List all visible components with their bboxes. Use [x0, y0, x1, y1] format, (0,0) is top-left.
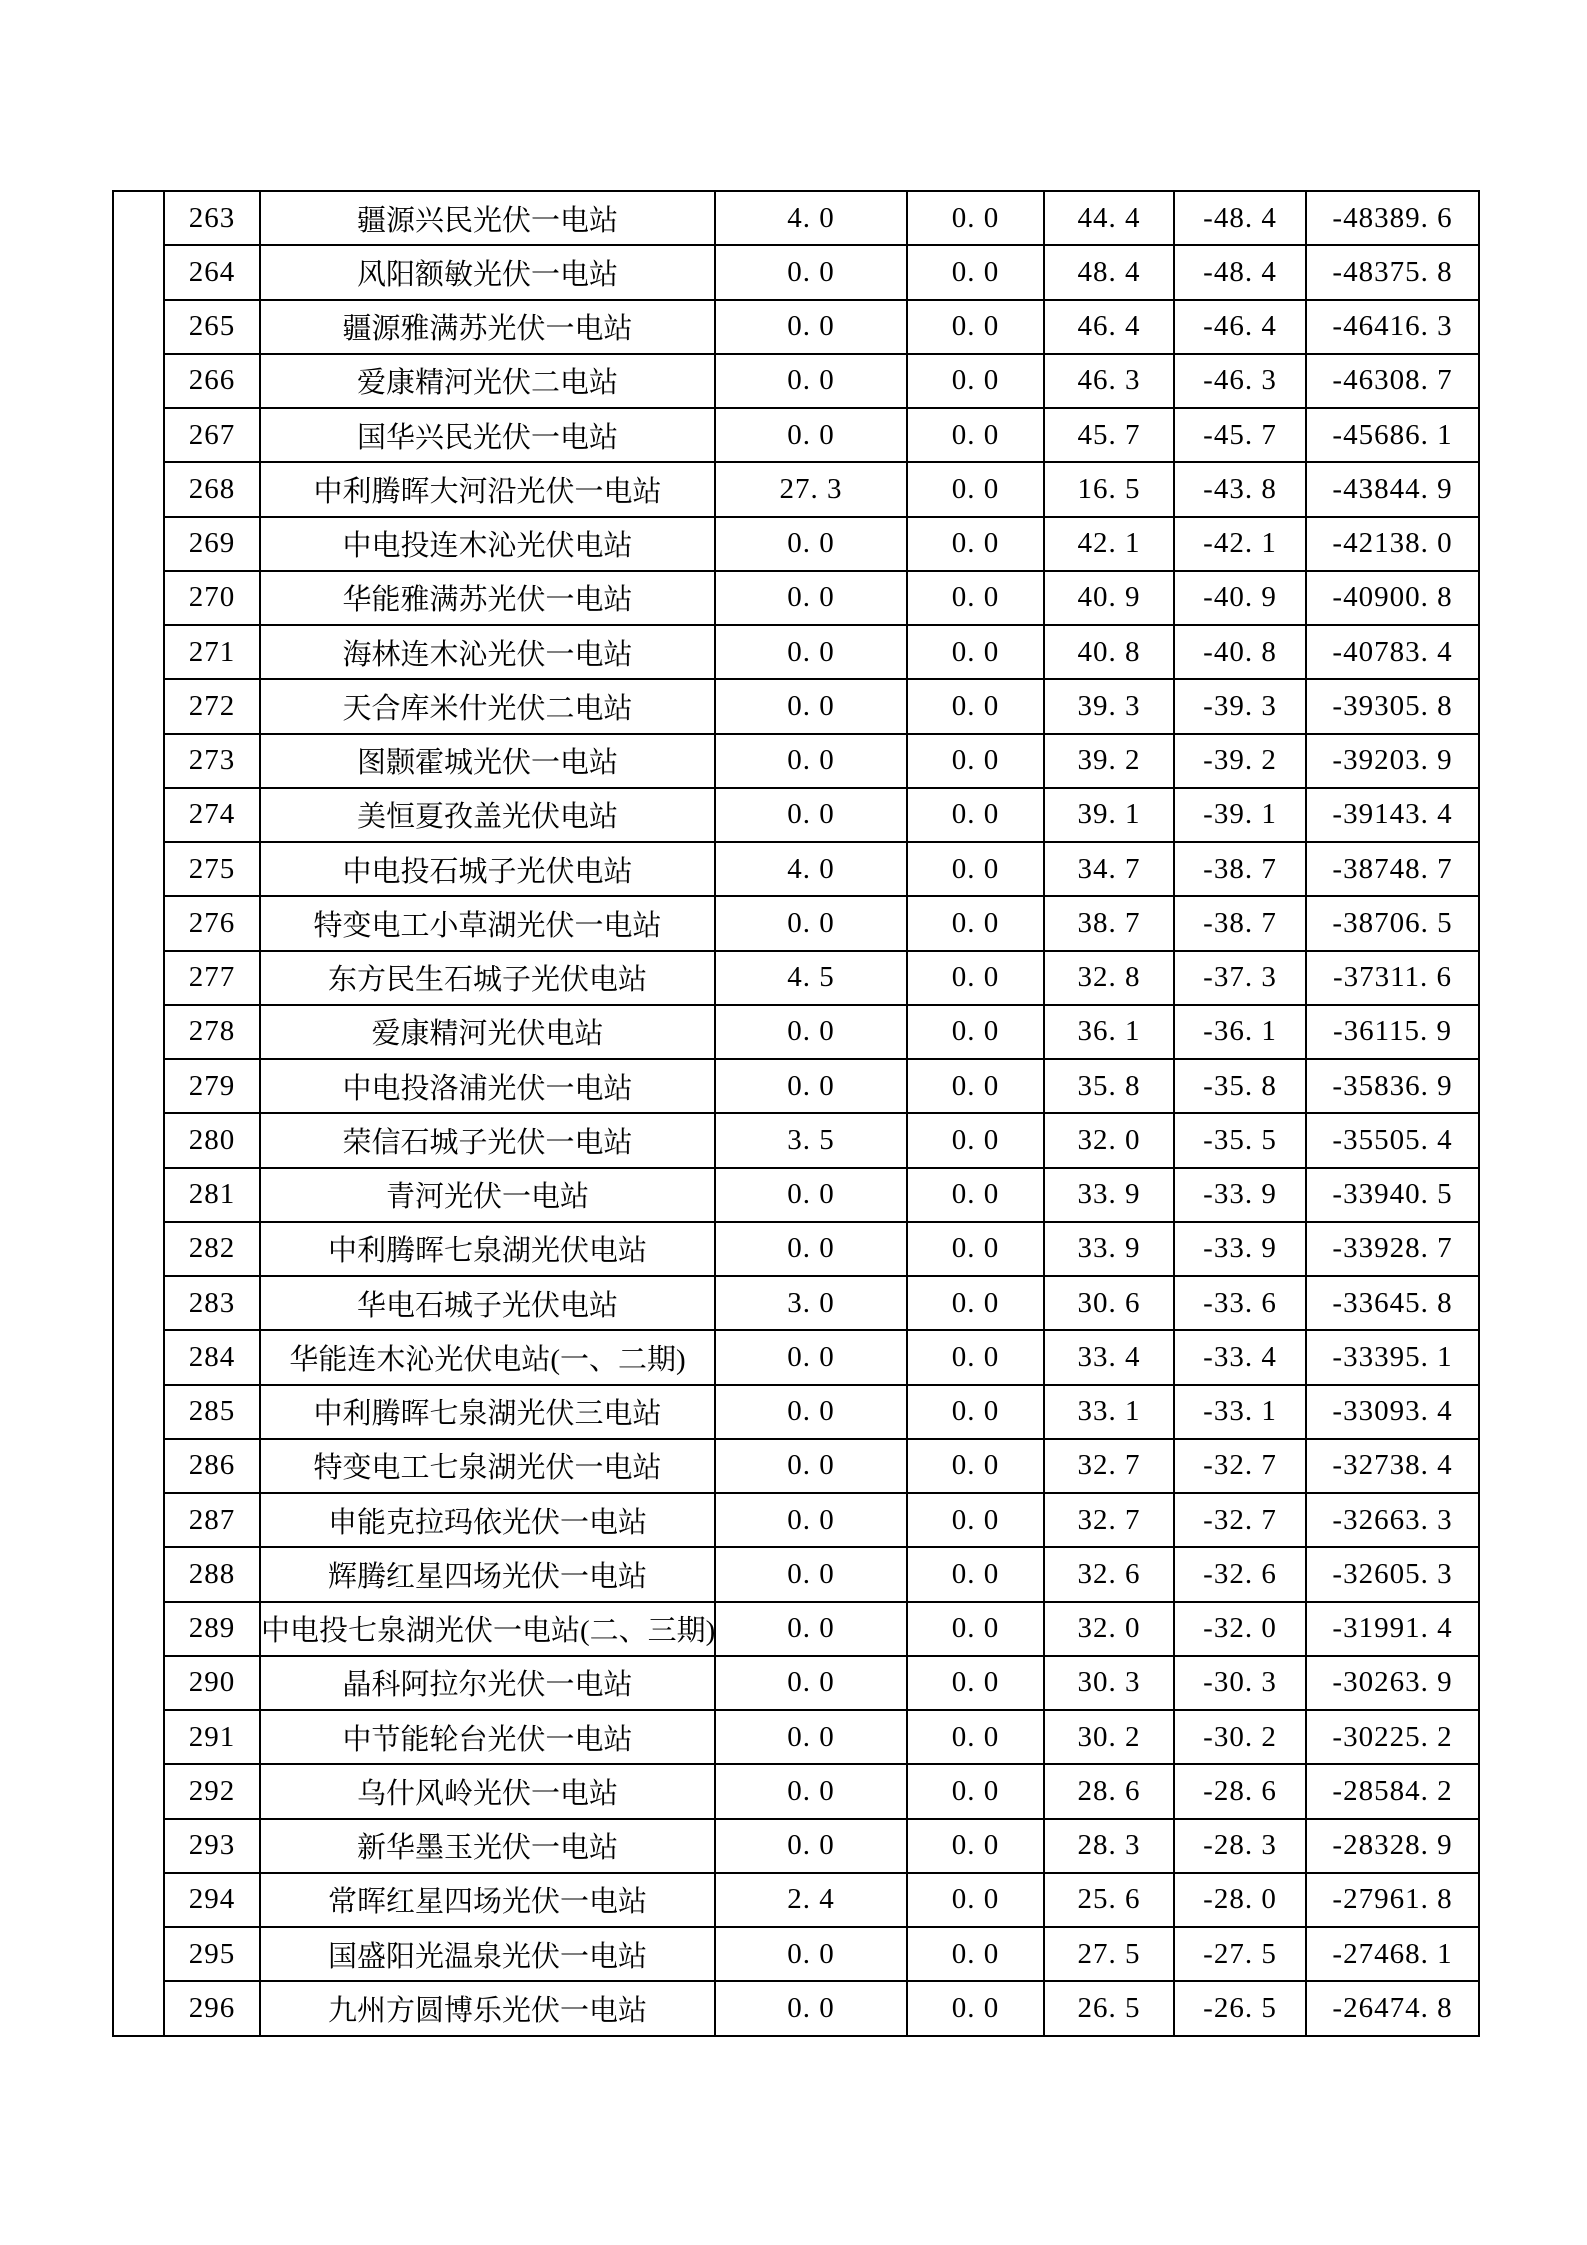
value-col-3: 16. 5 — [1044, 462, 1174, 516]
value-col-2: 0. 0 — [907, 354, 1044, 408]
value-col-1: 0. 0 — [715, 517, 907, 571]
value-col-4: -33. 9 — [1174, 1168, 1306, 1222]
value-col-2: 0. 0 — [907, 300, 1044, 354]
value-col-3: 33. 9 — [1044, 1222, 1174, 1276]
value-col-4: -32. 7 — [1174, 1439, 1306, 1493]
value-col-4: -32. 7 — [1174, 1493, 1306, 1547]
value-col-1: 0. 0 — [715, 1819, 907, 1873]
value-col-1: 0. 0 — [715, 1602, 907, 1656]
value-col-4: -46. 3 — [1174, 354, 1306, 408]
value-col-2: 0. 0 — [907, 571, 1044, 625]
value-col-3: 25. 6 — [1044, 1873, 1174, 1927]
row-number: 295 — [164, 1927, 260, 1981]
row-number: 281 — [164, 1168, 260, 1222]
value-col-2: 0. 0 — [907, 1602, 1044, 1656]
value-col-3: 40. 9 — [1044, 571, 1174, 625]
value-col-2: 0. 0 — [907, 1981, 1044, 2035]
value-col-1: 4. 0 — [715, 191, 907, 245]
table-row — [113, 842, 1479, 896]
value-col-5: -33093. 4 — [1306, 1385, 1479, 1439]
value-col-5: -39305. 8 — [1306, 679, 1479, 733]
station-name: 辉腾红星四场光伏一电站 — [260, 1547, 715, 1601]
value-col-4: -28. 6 — [1174, 1764, 1306, 1818]
value-col-5: -48375. 8 — [1306, 245, 1479, 299]
row-number: 293 — [164, 1819, 260, 1873]
table-row — [113, 734, 1479, 788]
value-col-5: -27961. 8 — [1306, 1873, 1479, 1927]
table-row — [113, 1819, 1479, 1873]
value-col-2: 0. 0 — [907, 1656, 1044, 1710]
value-col-4: -33. 1 — [1174, 1385, 1306, 1439]
value-col-5: -37311. 6 — [1306, 951, 1479, 1005]
value-col-2: 0. 0 — [907, 951, 1044, 1005]
value-col-5: -33928. 7 — [1306, 1222, 1479, 1276]
value-col-1: 0. 0 — [715, 1222, 907, 1276]
value-col-5: -28584. 2 — [1306, 1764, 1479, 1818]
value-col-4: -38. 7 — [1174, 842, 1306, 896]
table-row — [113, 788, 1479, 842]
value-col-4: -42. 1 — [1174, 517, 1306, 571]
value-col-3: 32. 7 — [1044, 1493, 1174, 1547]
table-row — [113, 245, 1479, 299]
value-col-2: 0. 0 — [907, 1168, 1044, 1222]
value-col-2: 0. 0 — [907, 1873, 1044, 1927]
station-name: 荣信石城子光伏一电站 — [260, 1113, 715, 1167]
station-name: 常晖红星四场光伏一电站 — [260, 1873, 715, 1927]
table-row — [113, 1222, 1479, 1276]
value-col-1: 0. 0 — [715, 1656, 907, 1710]
station-name: 中电投七泉湖光伏一电站(二、三期) — [260, 1602, 715, 1656]
row-number: 274 — [164, 788, 260, 842]
table-row — [113, 1493, 1479, 1547]
value-col-4: -27. 5 — [1174, 1927, 1306, 1981]
value-col-2: 0. 0 — [907, 679, 1044, 733]
station-name: 华能连木沁光伏电站(一、二期) — [260, 1330, 715, 1384]
value-col-5: -32663. 3 — [1306, 1493, 1479, 1547]
station-name: 中利腾晖七泉湖光伏电站 — [260, 1222, 715, 1276]
station-name: 东方民生石城子光伏电站 — [260, 951, 715, 1005]
value-col-2: 0. 0 — [907, 842, 1044, 896]
table-row — [113, 679, 1479, 733]
value-col-5: -32738. 4 — [1306, 1439, 1479, 1493]
value-col-3: 40. 8 — [1044, 625, 1174, 679]
table-row — [113, 191, 1479, 245]
value-col-5: -43844. 9 — [1306, 462, 1479, 516]
value-col-5: -36115. 9 — [1306, 1005, 1479, 1059]
value-col-4: -33. 9 — [1174, 1222, 1306, 1276]
value-col-1: 0. 0 — [715, 1493, 907, 1547]
value-col-5: -28328. 9 — [1306, 1819, 1479, 1873]
value-col-2: 0. 0 — [907, 896, 1044, 950]
value-col-1: 0. 0 — [715, 788, 907, 842]
table-row — [113, 1873, 1479, 1927]
table-row — [113, 1547, 1479, 1601]
value-col-5: -27468. 1 — [1306, 1927, 1479, 1981]
value-col-5: -42138. 0 — [1306, 517, 1479, 571]
station-name: 国华兴民光伏一电站 — [260, 408, 715, 462]
value-col-4: -48. 4 — [1174, 191, 1306, 245]
table-row — [113, 625, 1479, 679]
table-row — [113, 1602, 1479, 1656]
row-number: 292 — [164, 1764, 260, 1818]
value-col-5: -45686. 1 — [1306, 408, 1479, 462]
row-number: 272 — [164, 679, 260, 733]
station-name: 特变电工七泉湖光伏一电站 — [260, 1439, 715, 1493]
value-col-2: 0. 0 — [907, 1385, 1044, 1439]
table-row — [113, 408, 1479, 462]
table-row — [113, 517, 1479, 571]
value-col-4: -43. 8 — [1174, 462, 1306, 516]
station-name: 申能克拉玛依光伏一电站 — [260, 1493, 715, 1547]
value-col-1: 0. 0 — [715, 1439, 907, 1493]
value-col-1: 27. 3 — [715, 462, 907, 516]
station-name: 九州方圆博乐光伏一电站 — [260, 1981, 715, 2035]
value-col-2: 0. 0 — [907, 1493, 1044, 1547]
row-number: 289 — [164, 1602, 260, 1656]
value-col-3: 46. 4 — [1044, 300, 1174, 354]
table-row — [113, 1764, 1479, 1818]
value-col-3: 32. 0 — [1044, 1602, 1174, 1656]
table-row — [113, 1330, 1479, 1384]
station-name: 华电石城子光伏电站 — [260, 1276, 715, 1330]
table-row — [113, 1276, 1479, 1330]
station-name: 疆源兴民光伏一电站 — [260, 191, 715, 245]
row-number: 283 — [164, 1276, 260, 1330]
row-number: 287 — [164, 1493, 260, 1547]
table-row — [113, 1168, 1479, 1222]
value-col-3: 26. 5 — [1044, 1981, 1174, 2035]
value-col-1: 0. 0 — [715, 245, 907, 299]
station-name: 爱康精河光伏二电站 — [260, 354, 715, 408]
value-col-2: 0. 0 — [907, 191, 1044, 245]
table-row — [113, 300, 1479, 354]
value-col-4: -38. 7 — [1174, 896, 1306, 950]
value-col-2: 0. 0 — [907, 1547, 1044, 1601]
value-col-4: -45. 7 — [1174, 408, 1306, 462]
table-body — [113, 191, 1479, 2036]
value-col-4: -40. 9 — [1174, 571, 1306, 625]
station-name: 特变电工小草湖光伏一电站 — [260, 896, 715, 950]
station-name: 中电投连木沁光伏电站 — [260, 517, 715, 571]
station-name: 晶科阿拉尔光伏一电站 — [260, 1656, 715, 1710]
station-name: 图颢霍城光伏一电站 — [260, 734, 715, 788]
value-col-4: -28. 3 — [1174, 1819, 1306, 1873]
value-col-1: 2. 4 — [715, 1873, 907, 1927]
station-name: 中电投石城子光伏电站 — [260, 842, 715, 896]
value-col-4: -33. 4 — [1174, 1330, 1306, 1384]
value-col-1: 0. 0 — [715, 679, 907, 733]
table-row — [113, 354, 1479, 408]
value-col-2: 0. 0 — [907, 788, 1044, 842]
row-number: 268 — [164, 462, 260, 516]
value-col-2: 0. 0 — [907, 1330, 1044, 1384]
value-col-2: 0. 0 — [907, 517, 1044, 571]
station-name: 中节能轮台光伏一电站 — [260, 1710, 715, 1764]
value-col-2: 0. 0 — [907, 1710, 1044, 1764]
value-col-4: -37. 3 — [1174, 951, 1306, 1005]
value-col-4: -32. 0 — [1174, 1602, 1306, 1656]
value-col-5: -40900. 8 — [1306, 571, 1479, 625]
value-col-3: 33. 1 — [1044, 1385, 1174, 1439]
value-col-2: 0. 0 — [907, 734, 1044, 788]
value-col-4: -26. 5 — [1174, 1981, 1306, 2035]
value-col-4: -40. 8 — [1174, 625, 1306, 679]
value-col-5: -40783. 4 — [1306, 625, 1479, 679]
row-number: 269 — [164, 517, 260, 571]
value-col-1: 0. 0 — [715, 1981, 907, 2035]
value-col-3: 28. 6 — [1044, 1764, 1174, 1818]
table-row — [113, 1005, 1479, 1059]
value-col-3: 30. 2 — [1044, 1710, 1174, 1764]
value-col-5: -39203. 9 — [1306, 734, 1479, 788]
value-col-5: -26474. 8 — [1306, 1981, 1479, 2035]
station-name: 中电投洛浦光伏一电站 — [260, 1059, 715, 1113]
value-col-3: 39. 2 — [1044, 734, 1174, 788]
left-spacer-cell — [113, 191, 164, 2036]
value-col-5: -35505. 4 — [1306, 1113, 1479, 1167]
table-row — [113, 951, 1479, 1005]
value-col-1: 0. 0 — [715, 734, 907, 788]
value-col-2: 0. 0 — [907, 1005, 1044, 1059]
value-col-1: 0. 0 — [715, 1927, 907, 1981]
value-col-2: 0. 0 — [907, 1819, 1044, 1873]
table-row — [113, 1385, 1479, 1439]
value-col-4: -35. 8 — [1174, 1059, 1306, 1113]
value-col-5: -32605. 3 — [1306, 1547, 1479, 1601]
value-col-1: 0. 0 — [715, 896, 907, 950]
value-col-5: -30225. 2 — [1306, 1710, 1479, 1764]
table-row — [113, 1981, 1479, 2035]
value-col-3: 33. 9 — [1044, 1168, 1174, 1222]
table-row — [113, 1656, 1479, 1710]
value-col-3: 48. 4 — [1044, 245, 1174, 299]
value-col-3: 27. 5 — [1044, 1927, 1174, 1981]
value-col-1: 4. 0 — [715, 842, 907, 896]
row-number: 263 — [164, 191, 260, 245]
value-col-5: -39143. 4 — [1306, 788, 1479, 842]
station-name: 风阳额敏光伏一电站 — [260, 245, 715, 299]
row-number: 273 — [164, 734, 260, 788]
value-col-3: 44. 4 — [1044, 191, 1174, 245]
value-col-5: -33940. 5 — [1306, 1168, 1479, 1222]
row-number: 282 — [164, 1222, 260, 1276]
value-col-1: 3. 5 — [715, 1113, 907, 1167]
row-number: 291 — [164, 1710, 260, 1764]
value-col-4: -30. 3 — [1174, 1656, 1306, 1710]
value-col-1: 0. 0 — [715, 354, 907, 408]
value-col-4: -48. 4 — [1174, 245, 1306, 299]
value-col-4: -39. 3 — [1174, 679, 1306, 733]
power-station-data-table — [112, 190, 1480, 2037]
value-col-2: 0. 0 — [907, 625, 1044, 679]
row-number: 296 — [164, 1981, 260, 2035]
value-col-5: -33395. 1 — [1306, 1330, 1479, 1384]
table-row — [113, 1059, 1479, 1113]
row-number: 275 — [164, 842, 260, 896]
value-col-4: -33. 6 — [1174, 1276, 1306, 1330]
value-col-4: -28. 0 — [1174, 1873, 1306, 1927]
value-col-2: 0. 0 — [907, 1276, 1044, 1330]
value-col-5: -31991. 4 — [1306, 1602, 1479, 1656]
value-col-1: 3. 0 — [715, 1276, 907, 1330]
value-col-1: 0. 0 — [715, 1764, 907, 1818]
table-row — [113, 896, 1479, 950]
value-col-1: 0. 0 — [715, 1005, 907, 1059]
station-name: 美恒夏孜盖光伏电站 — [260, 788, 715, 842]
table-row — [113, 1927, 1479, 1981]
value-col-3: 28. 3 — [1044, 1819, 1174, 1873]
value-col-3: 45. 7 — [1044, 408, 1174, 462]
value-col-1: 0. 0 — [715, 625, 907, 679]
value-col-3: 32. 0 — [1044, 1113, 1174, 1167]
station-name: 爱康精河光伏电站 — [260, 1005, 715, 1059]
value-col-1: 0. 0 — [715, 1385, 907, 1439]
value-col-3: 33. 4 — [1044, 1330, 1174, 1384]
value-col-3: 32. 8 — [1044, 951, 1174, 1005]
value-col-5: -38748. 7 — [1306, 842, 1479, 896]
station-name: 国盛阳光温泉光伏一电站 — [260, 1927, 715, 1981]
value-col-1: 0. 0 — [715, 408, 907, 462]
value-col-1: 0. 0 — [715, 1547, 907, 1601]
row-number: 288 — [164, 1547, 260, 1601]
row-number: 271 — [164, 625, 260, 679]
value-col-5: -30263. 9 — [1306, 1656, 1479, 1710]
row-number: 286 — [164, 1439, 260, 1493]
row-number: 285 — [164, 1385, 260, 1439]
value-col-1: 0. 0 — [715, 1710, 907, 1764]
row-number: 265 — [164, 300, 260, 354]
station-name: 乌什风岭光伏一电站 — [260, 1764, 715, 1818]
row-number: 264 — [164, 245, 260, 299]
row-number: 294 — [164, 1873, 260, 1927]
value-col-2: 0. 0 — [907, 1222, 1044, 1276]
table-row — [113, 462, 1479, 516]
value-col-3: 39. 3 — [1044, 679, 1174, 733]
value-col-3: 46. 3 — [1044, 354, 1174, 408]
value-col-3: 30. 3 — [1044, 1656, 1174, 1710]
value-col-2: 0. 0 — [907, 408, 1044, 462]
row-number: 279 — [164, 1059, 260, 1113]
value-col-5: -35836. 9 — [1306, 1059, 1479, 1113]
station-name: 疆源雅满苏光伏一电站 — [260, 300, 715, 354]
value-col-4: -35. 5 — [1174, 1113, 1306, 1167]
row-number: 267 — [164, 408, 260, 462]
row-number: 284 — [164, 1330, 260, 1384]
value-col-2: 0. 0 — [907, 1113, 1044, 1167]
row-number: 278 — [164, 1005, 260, 1059]
table-row — [113, 571, 1479, 625]
value-col-3: 32. 6 — [1044, 1547, 1174, 1601]
value-col-1: 0. 0 — [715, 1330, 907, 1384]
value-col-4: -39. 1 — [1174, 788, 1306, 842]
station-name: 青河光伏一电站 — [260, 1168, 715, 1222]
row-number: 277 — [164, 951, 260, 1005]
value-col-5: -33645. 8 — [1306, 1276, 1479, 1330]
station-name: 新华墨玉光伏一电站 — [260, 1819, 715, 1873]
value-col-3: 34. 7 — [1044, 842, 1174, 896]
row-number: 270 — [164, 571, 260, 625]
value-col-2: 0. 0 — [907, 1927, 1044, 1981]
value-col-3: 32. 7 — [1044, 1439, 1174, 1493]
value-col-1: 4. 5 — [715, 951, 907, 1005]
value-col-5: -38706. 5 — [1306, 896, 1479, 950]
value-col-4: -46. 4 — [1174, 300, 1306, 354]
value-col-5: -48389. 6 — [1306, 191, 1479, 245]
table-row — [113, 1439, 1479, 1493]
value-col-4: -36. 1 — [1174, 1005, 1306, 1059]
value-col-3: 36. 1 — [1044, 1005, 1174, 1059]
value-col-3: 39. 1 — [1044, 788, 1174, 842]
value-col-3: 35. 8 — [1044, 1059, 1174, 1113]
table-row — [113, 1710, 1479, 1764]
value-col-5: -46416. 3 — [1306, 300, 1479, 354]
station-name: 中利腾晖七泉湖光伏三电站 — [260, 1385, 715, 1439]
value-col-1: 0. 0 — [715, 300, 907, 354]
value-col-3: 42. 1 — [1044, 517, 1174, 571]
value-col-1: 0. 0 — [715, 571, 907, 625]
value-col-3: 38. 7 — [1044, 896, 1174, 950]
value-col-2: 0. 0 — [907, 1059, 1044, 1113]
row-number: 280 — [164, 1113, 260, 1167]
value-col-1: 0. 0 — [715, 1168, 907, 1222]
table-row — [113, 1113, 1479, 1167]
value-col-3: 30. 6 — [1044, 1276, 1174, 1330]
value-col-4: -30. 2 — [1174, 1710, 1306, 1764]
row-number: 266 — [164, 354, 260, 408]
value-col-2: 0. 0 — [907, 245, 1044, 299]
value-col-4: -39. 2 — [1174, 734, 1306, 788]
row-number: 290 — [164, 1656, 260, 1710]
value-col-1: 0. 0 — [715, 1059, 907, 1113]
value-col-2: 0. 0 — [907, 1764, 1044, 1818]
row-number: 276 — [164, 896, 260, 950]
value-col-4: -32. 6 — [1174, 1547, 1306, 1601]
value-col-2: 0. 0 — [907, 1439, 1044, 1493]
station-name: 中利腾晖大河沿光伏一电站 — [260, 462, 715, 516]
station-name: 海林连木沁光伏一电站 — [260, 625, 715, 679]
station-name: 华能雅满苏光伏一电站 — [260, 571, 715, 625]
value-col-5: -46308. 7 — [1306, 354, 1479, 408]
station-name: 天合库米什光伏二电站 — [260, 679, 715, 733]
value-col-2: 0. 0 — [907, 462, 1044, 516]
